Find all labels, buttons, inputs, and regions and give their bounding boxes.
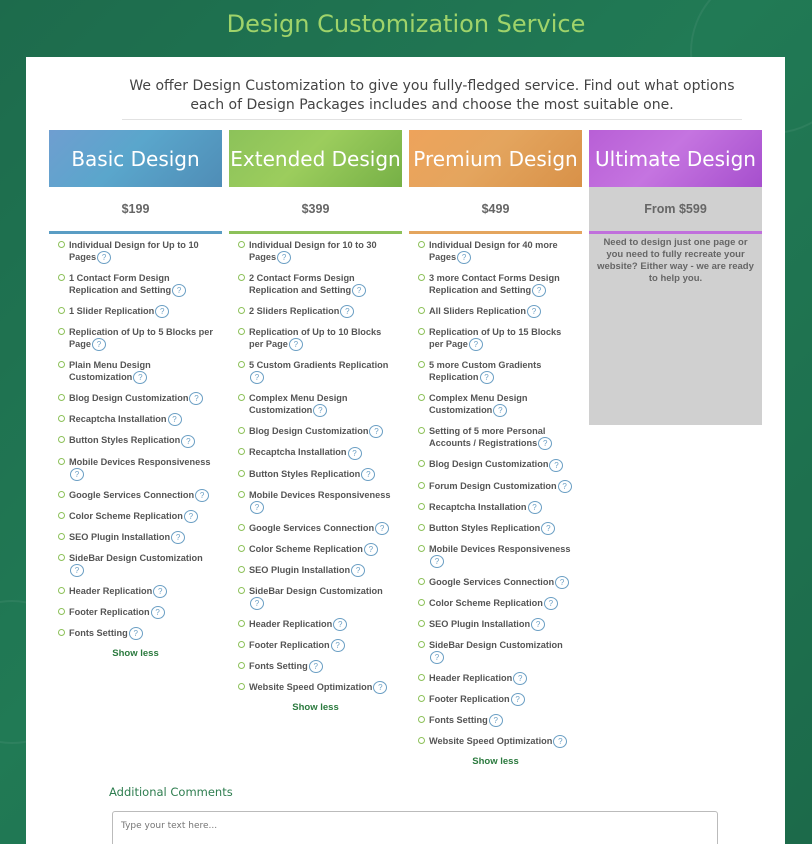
feature-item	[229, 272, 402, 297]
package-price: $199	[49, 187, 222, 234]
help-icon[interactable]: ?	[133, 371, 147, 384]
help-icon[interactable]: ?	[361, 468, 375, 481]
package-ultimate	[589, 130, 762, 425]
feature-label: Mobile Devices Responsiveness	[429, 543, 571, 554]
feature-item	[49, 392, 222, 405]
help-icon[interactable]: ?	[313, 404, 327, 417]
help-icon[interactable]: ?	[277, 251, 291, 264]
feature-item	[49, 413, 222, 426]
feature-item	[409, 458, 582, 471]
feature-label: Color Scheme Replication	[429, 597, 543, 608]
feature-label: Blog Design Customization	[69, 393, 189, 404]
feature-label: SideBar Design Customization	[249, 585, 383, 596]
feature-label: Complex Menu Design Customization	[249, 393, 348, 416]
help-icon[interactable]: ?	[544, 597, 558, 610]
help-icon[interactable]: ?	[511, 693, 525, 706]
feature-label: Individual Design for 40 more Pages	[429, 240, 558, 262]
help-icon[interactable]: ?	[489, 714, 503, 727]
help-icon[interactable]: ?	[430, 651, 444, 664]
show-less-link[interactable]: Show less	[112, 648, 159, 659]
feature-label: Forum Design Customization	[429, 480, 557, 491]
help-icon[interactable]: ?	[375, 522, 389, 535]
help-icon[interactable]: ?	[493, 404, 507, 417]
help-icon[interactable]: ?	[168, 413, 182, 426]
help-icon[interactable]: ?	[480, 371, 494, 384]
feature-item	[229, 239, 402, 264]
feature-item	[49, 272, 222, 297]
comments-label: Additional Comments	[109, 785, 233, 799]
feature-label: Google Services Connection	[69, 489, 195, 500]
feature-item	[409, 425, 582, 450]
package-description: Need to design just one page or you need to fully recreate your website? Either way - we are ready to help you.	[589, 234, 762, 425]
help-icon[interactable]: ?	[195, 489, 209, 502]
help-icon[interactable]: ?	[250, 501, 264, 514]
help-icon[interactable]: ?	[513, 672, 527, 685]
feature-item	[409, 305, 582, 318]
feature-label: Recaptcha Installation	[429, 501, 527, 512]
feature-label: Button Styles Replication	[429, 522, 541, 533]
help-icon[interactable]: ?	[351, 564, 365, 577]
help-icon[interactable]: ?	[555, 576, 569, 589]
package-price: $499	[409, 187, 582, 234]
package-header[interactable]: Basic Design	[49, 130, 222, 187]
feature-item	[409, 672, 582, 685]
feature-item	[409, 693, 582, 706]
help-icon[interactable]: ?	[171, 531, 185, 544]
package-header[interactable]: Extended Design	[229, 130, 402, 187]
feature-item	[409, 522, 582, 535]
feature-label: SideBar Design Customization	[429, 639, 563, 650]
feature-label: Fonts Setting	[249, 661, 308, 671]
feature-item	[229, 618, 402, 631]
feature-label: Header Replication	[429, 673, 513, 683]
feature-item	[49, 434, 222, 447]
feature-label: Header Replication	[249, 618, 333, 629]
help-icon[interactable]: ?	[129, 627, 143, 640]
feature-label: Blog Design Customization	[249, 426, 369, 437]
help-icon[interactable]: ?	[97, 251, 111, 264]
feature-label: Replication of Up to 15 Blocks per Page	[429, 327, 562, 350]
feature-label: Replication of Up to 5 Blocks per Page	[69, 327, 213, 350]
feature-label: Footer Replication	[69, 606, 150, 617]
feature-item	[49, 552, 222, 577]
feature-label: 5 Custom Gradients Replication	[249, 360, 389, 371]
feature-label: Complex Menu Design Customization	[429, 393, 528, 416]
feature-item	[409, 735, 582, 748]
package-premium	[409, 130, 582, 767]
feature-item	[409, 326, 582, 351]
feature-label: 2 Contact Forms Design Replication and Setting	[249, 273, 355, 296]
help-icon[interactable]: ?	[151, 606, 165, 619]
feature-label: Replication of Up to 10 Blocks per Page	[249, 327, 382, 350]
help-icon[interactable]: ?	[153, 585, 167, 598]
help-icon[interactable]: ?	[527, 305, 541, 318]
help-icon[interactable]: ?	[189, 392, 203, 405]
feature-item	[229, 660, 402, 673]
feature-label: Plain Menu Design Customization	[69, 360, 151, 383]
feature-item	[229, 681, 402, 694]
feature-label: Website Speed Optimization	[249, 682, 373, 693]
feature-item	[409, 239, 582, 264]
feature-list	[49, 234, 222, 640]
feature-label: Fonts Setting	[429, 715, 488, 726]
feature-item	[229, 359, 402, 384]
feature-item	[229, 392, 402, 417]
feature-item	[49, 531, 222, 544]
comments-textarea[interactable]	[112, 811, 718, 844]
feature-label: 2 Sliders Replication	[249, 306, 340, 317]
feature-label: Website Speed Optimization	[429, 736, 553, 747]
feature-item	[409, 272, 582, 297]
help-icon[interactable]: ?	[373, 681, 387, 694]
feature-label: Individual Design for 10 to 30 Pages	[249, 240, 377, 262]
feature-item	[229, 326, 402, 351]
help-icon[interactable]: ?	[184, 510, 198, 523]
intro-text: We offer Design Customization to give you fully-fledged service. Find out what options each of Design Packages includes and choose the most suitable one.	[122, 77, 742, 120]
feature-label: Mobile Devices Responsiveness	[249, 489, 391, 500]
feature-item	[49, 456, 222, 481]
help-icon[interactable]: ?	[364, 543, 378, 556]
feature-item	[409, 597, 582, 610]
feature-item	[409, 480, 582, 493]
feature-item	[49, 239, 222, 264]
help-icon[interactable]: ?	[333, 618, 347, 631]
feature-item	[229, 564, 402, 577]
feature-item	[409, 576, 582, 589]
help-icon[interactable]: ?	[348, 447, 362, 460]
package-basic	[49, 130, 222, 659]
feature-item	[229, 585, 402, 610]
help-icon[interactable]: ?	[250, 597, 264, 610]
help-icon[interactable]: ?	[289, 338, 303, 351]
feature-label: Footer Replication	[429, 694, 510, 705]
feature-item	[49, 326, 222, 351]
show-less-link[interactable]: Show less	[472, 756, 519, 768]
feature-item	[49, 489, 222, 502]
feature-label: Footer Replication	[249, 639, 330, 650]
feature-item	[49, 510, 222, 523]
feature-label: Recaptcha Installation	[69, 414, 167, 425]
feature-item	[409, 639, 582, 664]
help-icon[interactable]: ?	[331, 639, 345, 652]
help-icon[interactable]: ?	[469, 338, 483, 351]
feature-label: 1 Contact Form Design Replication and Setting	[69, 273, 172, 296]
help-icon[interactable]: ?	[369, 425, 383, 438]
feature-item	[409, 359, 582, 384]
feature-label: 3 more Contact Forms Design Replication and Setting	[429, 273, 560, 296]
help-icon[interactable]: ?	[457, 251, 471, 264]
feature-item	[49, 305, 222, 318]
feature-label: Blog Design Customization	[429, 459, 549, 470]
feature-label: SEO Plugin Installation	[249, 564, 351, 575]
package-header[interactable]: Ultimate Design	[589, 130, 762, 187]
help-icon[interactable]: ?	[92, 338, 106, 351]
help-icon[interactable]: ?	[340, 305, 354, 318]
help-icon[interactable]: ?	[553, 735, 567, 748]
help-icon[interactable]: ?	[541, 522, 555, 535]
feature-item	[229, 543, 402, 556]
feature-label: 1 Slider Replication	[69, 306, 155, 317]
feature-label: Button Styles Replication	[249, 468, 361, 479]
feature-label: Mobile Devices Responsiveness	[69, 456, 211, 467]
service-panel	[26, 57, 785, 844]
feature-label: All Sliders Replication	[429, 306, 527, 317]
page-title: Design Customization Service	[226, 10, 586, 38]
feature-item	[229, 425, 402, 438]
help-icon[interactable]: ?	[430, 555, 444, 568]
feature-item	[49, 606, 222, 619]
help-icon[interactable]: ?	[155, 305, 169, 318]
feature-item	[229, 468, 402, 481]
help-icon[interactable]: ?	[250, 371, 264, 384]
feature-label: Fonts Setting	[69, 627, 128, 638]
help-icon[interactable]: ?	[532, 284, 546, 297]
feature-label: Header Replication	[69, 585, 153, 596]
feature-item	[409, 714, 582, 727]
package-price: $399	[229, 187, 402, 234]
feature-label: Color Scheme Replication	[249, 543, 363, 554]
package-header[interactable]: Premium Design	[409, 130, 582, 187]
feature-item	[49, 359, 222, 384]
help-icon[interactable]: ?	[70, 468, 84, 481]
help-icon[interactable]: ?	[352, 284, 366, 297]
help-icon[interactable]: ?	[528, 501, 542, 514]
feature-label: Color Scheme Replication	[69, 510, 183, 521]
feature-item	[229, 446, 402, 459]
help-icon[interactable]: ?	[309, 660, 323, 673]
feature-label: 5 more Custom Gradients Replication	[429, 360, 542, 383]
help-icon[interactable]: ?	[531, 618, 545, 631]
feature-label: Setting of 5 more Personal Accounts / Registrations	[429, 426, 546, 449]
help-icon[interactable]: ?	[558, 480, 572, 493]
help-icon[interactable]: ?	[549, 459, 563, 472]
package-price: From $599	[589, 187, 762, 234]
feature-label: SideBar Design Customization	[69, 552, 203, 563]
help-icon[interactable]: ?	[181, 435, 195, 448]
feature-label: Recaptcha Installation	[249, 447, 347, 458]
feature-item	[229, 489, 402, 514]
feature-label: SEO Plugin Installation	[429, 618, 531, 629]
feature-label: Button Styles Replication	[69, 435, 181, 446]
feature-item	[229, 639, 402, 652]
feature-item	[229, 305, 402, 318]
feature-item	[409, 618, 582, 631]
help-icon[interactable]: ?	[70, 564, 84, 577]
help-icon[interactable]: ?	[172, 284, 186, 297]
show-less-link[interactable]: Show less	[292, 702, 339, 714]
feature-label: SEO Plugin Installation	[69, 531, 171, 542]
feature-item	[229, 522, 402, 535]
feature-item	[409, 392, 582, 417]
help-icon[interactable]: ?	[538, 437, 552, 450]
feature-list	[409, 234, 582, 748]
package-extended	[229, 130, 402, 713]
feature-list	[229, 234, 402, 694]
feature-item	[409, 543, 582, 568]
feature-item	[49, 585, 222, 598]
feature-item	[409, 501, 582, 514]
feature-label: Google Services Connection	[249, 522, 375, 533]
feature-label: Google Services Connection	[429, 576, 555, 587]
feature-label: Individual Design for Up to 10 Pages	[69, 240, 199, 262]
feature-item	[49, 627, 222, 640]
